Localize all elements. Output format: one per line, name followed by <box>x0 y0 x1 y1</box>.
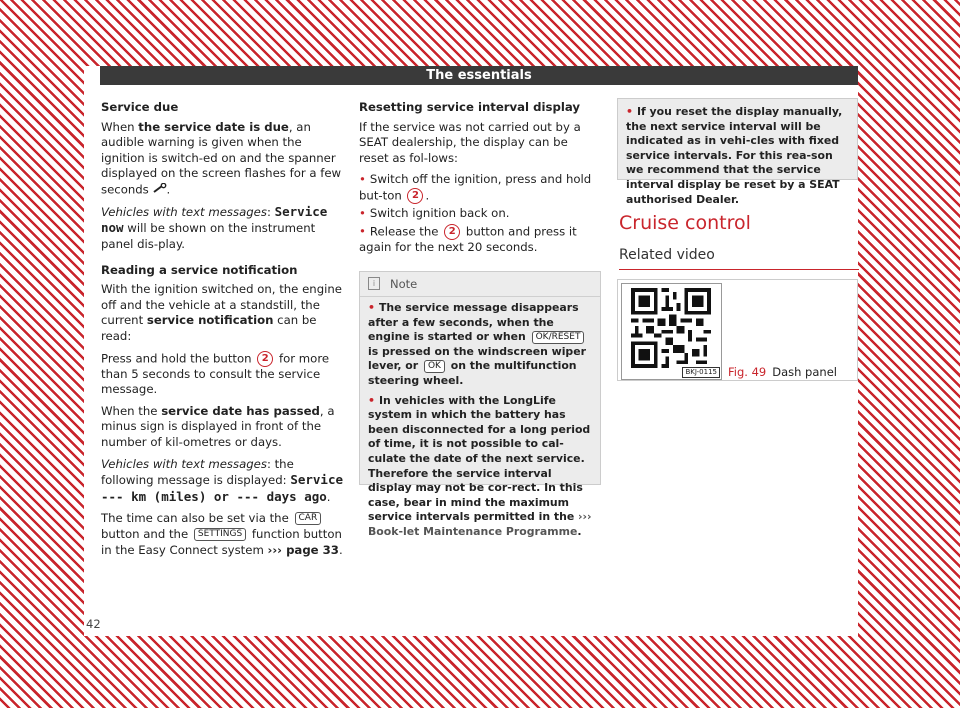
note-box-reset <box>617 98 858 206</box>
text-bold: service notification <box>146 313 274 328</box>
note-item <box>368 301 592 389</box>
display-message: Service now <box>101 203 328 236</box>
list-item <box>359 172 601 204</box>
text: The service message disappears after a few seconds, when the engine is started or when <box>368 301 579 344</box>
bullet-icon: • <box>359 206 366 221</box>
paragraph-resetting-intro: If the service was not carried out by a SEAT dealership, the display can be reset as fol-lows: <box>359 119 581 165</box>
text: , an audible warning is given when the ignition is switch-ed on and the spanner displayed on the screen flashes for a few seconds <box>101 119 342 197</box>
heading-service-due: Service due <box>101 100 179 114</box>
text: Switch off the ignition, press and hold but-ton <box>359 172 592 203</box>
text-bold: service date has passed <box>161 403 320 418</box>
text: on the multifunction steering wheel. <box>368 359 577 387</box>
button-2-reference: 2 <box>444 224 460 240</box>
text: is pressed on the windscreen wiper lever, or <box>368 344 586 373</box>
text: In vehicles with the LongLife system in which the battery has been disconnected for a long period of time, it is not possible to cal-culate the date of the next service. Therefore the service interval display may not be cor-rect. In this case, bear in mind the maximum service intervals permitted in the <box>368 393 591 524</box>
text: When <box>101 119 139 134</box>
text: . <box>166 182 171 197</box>
bullet-icon: • <box>368 393 375 407</box>
text: button and the <box>101 527 192 542</box>
note-box <box>359 271 601 538</box>
text: . <box>326 489 331 504</box>
paragraph-press-hold <box>101 351 344 398</box>
text: function button in the Easy Connect system <box>101 527 342 557</box>
figure-49 <box>617 279 858 381</box>
bullet-icon: • <box>626 105 633 118</box>
text: , a minus sign is displayed in front of the number of kil-ometres or days. <box>101 403 335 450</box>
paragraph-set-time <box>101 511 344 558</box>
bullet-icon: • <box>359 224 366 239</box>
text-italic: Vehicles with text messages <box>101 456 267 471</box>
text: Press and hold the button <box>101 351 256 366</box>
page-header <box>100 66 858 85</box>
qr-code-icon[interactable] <box>630 288 712 368</box>
car-key: CAR <box>295 512 322 525</box>
text: . <box>577 524 582 538</box>
text: Release the <box>369 224 443 239</box>
text-italic: Vehicles with text messages <box>101 204 267 219</box>
page-number: 42 <box>86 617 101 631</box>
list-item <box>359 224 601 256</box>
text: : the following message is displayed: <box>101 456 294 488</box>
section-title: Cruise control <box>619 212 751 234</box>
text: When the <box>101 403 162 418</box>
list-item <box>359 206 601 222</box>
qr-frame <box>621 283 722 380</box>
text: Switch ignition back on. <box>369 206 510 221</box>
paragraph-service-due <box>101 120 344 198</box>
paragraph-text-messages <box>101 204 344 253</box>
page-reference-link[interactable]: ››› page 33 <box>267 542 339 557</box>
note-title: Note <box>390 277 418 291</box>
column-2 <box>359 100 601 261</box>
paragraph-text-messages-2 <box>101 457 344 506</box>
note-header <box>360 272 600 297</box>
text: for more than 5 seconds to consult the service message. <box>101 351 330 397</box>
spanner-icon <box>153 182 167 198</box>
text: With the ignition switched on, the engine off and the vehicle at a standstill, the current <box>101 282 342 328</box>
text: . <box>338 542 343 557</box>
page-header-title: The essentials <box>426 68 532 83</box>
column-1 <box>101 100 344 564</box>
note-reset-text: If you reset the display manually, the next service interval will be indicated as in vehi-cles with fixed service intervals. For this rea-son we recommend that the service interval display be reset by a SEAT authorised Dealer. <box>626 105 843 206</box>
paragraph-date-passed <box>101 404 344 451</box>
bullet-icon: • <box>368 301 375 314</box>
settings-key: SETTINGS <box>194 528 246 541</box>
display-message: Service --- km (miles) or --- days ago <box>101 472 343 504</box>
info-icon: i <box>368 277 380 290</box>
booklet-reference-link[interactable]: ››› Book-let Maintenance Programme <box>368 510 592 538</box>
button-2-reference: 2 <box>407 188 423 204</box>
figure-number: Fig. 49 <box>728 365 767 379</box>
ok-key: OK <box>424 360 445 373</box>
ok-reset-key: OK/RESET <box>532 331 585 344</box>
heading-reading-notification: Reading a service notification <box>101 262 298 277</box>
heading-resetting: Resetting service interval display <box>359 100 580 114</box>
text: can be read: <box>101 313 317 344</box>
figure-caption-text: Dash panel <box>772 365 837 379</box>
text: button and press it again for the next 20 seconds. <box>359 224 577 254</box>
bullet-icon: • <box>359 172 366 187</box>
figure-code-label: BKJ-0115 <box>682 367 720 378</box>
button-2-reference: 2 <box>257 351 273 367</box>
subsection-title: Related video <box>619 247 859 270</box>
note-item <box>368 394 592 540</box>
paragraph-reading <box>101 282 344 344</box>
text: : <box>266 204 275 219</box>
text: . <box>425 188 430 203</box>
text: The time can also be set via the <box>101 511 293 526</box>
text-bold: the service date is due <box>138 119 289 134</box>
note-body <box>360 297 600 549</box>
text: will be shown on the instrument panel dis-play. <box>101 221 316 252</box>
figure-caption <box>728 365 837 379</box>
